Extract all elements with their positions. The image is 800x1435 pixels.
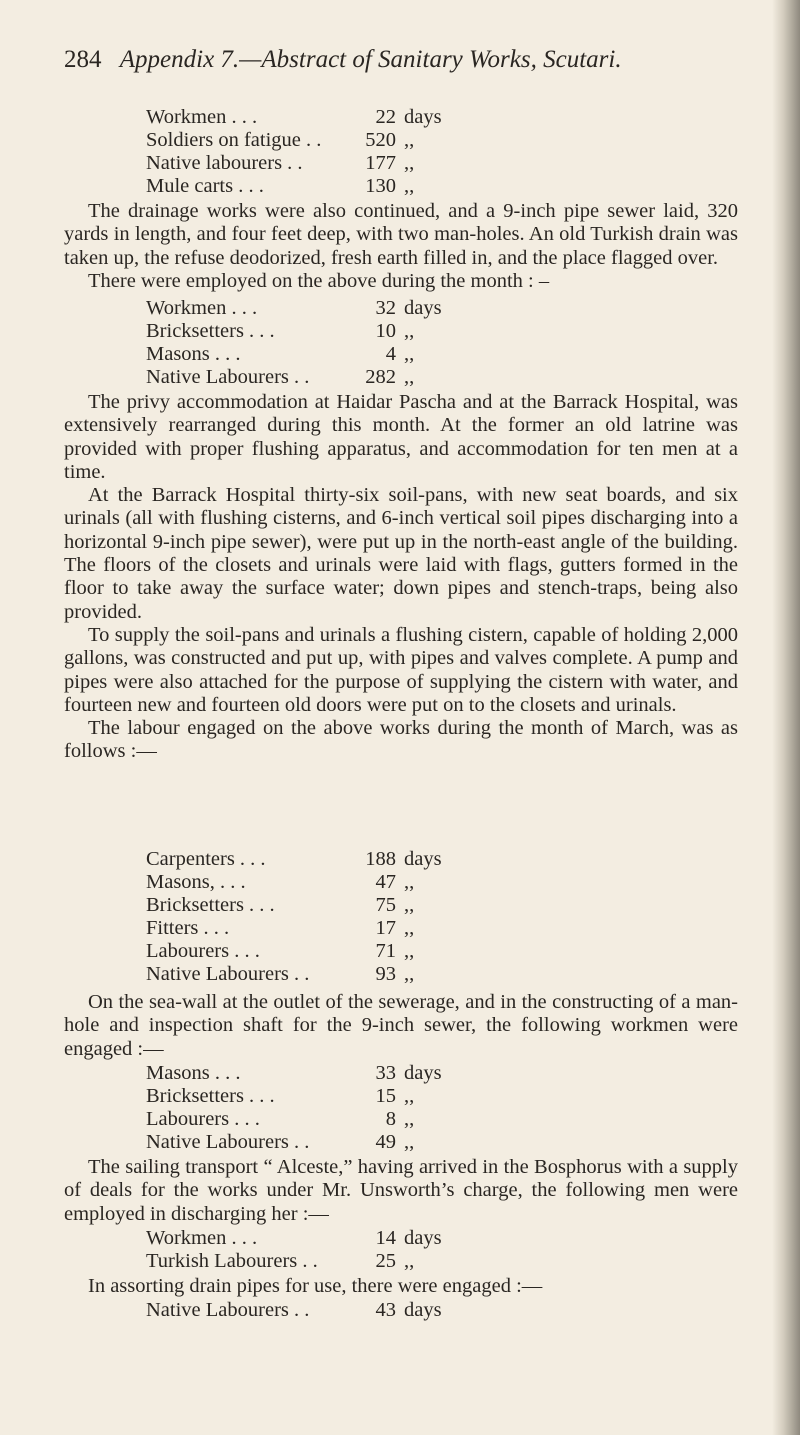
table-row: Native Labourers . . 43 days bbox=[146, 1299, 442, 1321]
table-row: Bricksetters . . . 10 ,, bbox=[146, 320, 415, 342]
page-spine-shadow bbox=[772, 0, 800, 1435]
labour-table-6 bbox=[146, 1299, 466, 1322]
table-row: Bricksetters . . . 15 ,, bbox=[146, 1085, 415, 1107]
table-row: Workmen . . . 14 days bbox=[146, 1227, 442, 1249]
text-block-3 bbox=[64, 991, 738, 1061]
labour-table-3 bbox=[146, 848, 466, 986]
table-row: Mule carts . . . 130 ,, bbox=[146, 175, 415, 197]
text-block-2 bbox=[64, 391, 738, 764]
table-row: Masons . . . 33 days bbox=[146, 1062, 442, 1084]
labour-table-1 bbox=[146, 106, 446, 198]
table-row: Labourers . . . 8 ,, bbox=[146, 1108, 415, 1130]
labour-table-2 bbox=[146, 297, 446, 389]
table-row: Native Labourers . . 93 ,, bbox=[146, 963, 415, 985]
table-row: Soldiers on fatigue . . 520 ,, bbox=[146, 129, 415, 151]
table-row: Turkish Labourers . . 25 ,, bbox=[146, 1250, 415, 1272]
paragraph: In assorting drain pipes for use, there were engaged :— bbox=[88, 1275, 543, 1297]
table-row: Bricksetters . . . 75 ,, bbox=[146, 894, 415, 916]
table-row: Labourers . . . 71 ,, bbox=[146, 940, 415, 962]
table-row: Masons, . . . 47 ,, bbox=[146, 871, 415, 893]
paragraph: The labour engaged on the above works during the month of March, was as follows :— bbox=[64, 717, 738, 763]
table-row: Native labourers . . 177 ,, bbox=[146, 152, 415, 174]
labour-table-4 bbox=[146, 1062, 466, 1154]
text-block-5 bbox=[64, 1275, 738, 1298]
paragraph: There were employed on the above during the month : – bbox=[88, 269, 550, 292]
text-block-4 bbox=[64, 1156, 738, 1226]
running-title: Appendix 7.—Abstract of Sanitary Works, Scutari. bbox=[119, 46, 622, 73]
table-row: Workmen . . . 22 days bbox=[146, 106, 442, 128]
paragraph: At the Barrack Hospital thirty-six soil-pans, with new seat boards, and six urinals (all with flushing cisterns, and 6-inch vertical soil pipes discharging into a horizontal 9-inch pipe sewer), were put up in the north-east angle of the building. The floors of the closets and urinals were laid with flags, gutters formed in the floor to take away the surface water; down pipes and stench-traps, being also provided. bbox=[64, 484, 738, 623]
paragraph: The drainage works were also continued, and a 9-inch pipe sewer laid, 320 yards in length, and four feet deep, with two man-holes. An old Turkish drain was taken up, the refuse deodorized, fresh earth filled in, and the place flagged over. bbox=[64, 200, 738, 269]
labour-table-5 bbox=[146, 1227, 466, 1273]
table-row: Fitters . . . 17 ,, bbox=[146, 917, 415, 939]
text-block-1 bbox=[64, 200, 738, 293]
table-row: Masons . . . 4 ,, bbox=[146, 343, 415, 365]
paragraph: On the sea-wall at the outlet of the sewerage, and in the constructing of a man-hole and inspection shaft for the 9-inch sewer, the following workmen were engaged :— bbox=[64, 991, 738, 1060]
paragraph: To supply the soil-pans and urinals a flushing cistern, capable of holding 2,000 gallons, was constructed and put up, with pipes and valves complete. A pump and pipes were also attached for the purpose of supplying the cistern with water, and fourteen new and fourteen old doors were put on to the closets and urinals. bbox=[64, 623, 738, 716]
table-row: Native Labourers . . 49 ,, bbox=[146, 1131, 415, 1153]
table-row: Native Labourers . . 282 ,, bbox=[146, 366, 415, 388]
paragraph: The privy accommodation at Haidar Pascha and at the Barrack Hospital, was extensively rearranged during this month. At the former an old latrine was provided with proper flushing apparatus, and accommodation for ten men at a time. bbox=[64, 391, 738, 483]
table-row: Carpenters . . . 188 days bbox=[146, 848, 442, 870]
running-header bbox=[64, 46, 784, 74]
paragraph: The sailing transport “ Alceste,” having arrived in the Bosphorus with a supply of deals for the works under Mr. Unsworth’s charge, the following men were employed in discharging her :— bbox=[64, 1156, 738, 1225]
page-number: 284 bbox=[64, 46, 102, 73]
table-row: Workmen . . . 32 days bbox=[146, 297, 442, 319]
